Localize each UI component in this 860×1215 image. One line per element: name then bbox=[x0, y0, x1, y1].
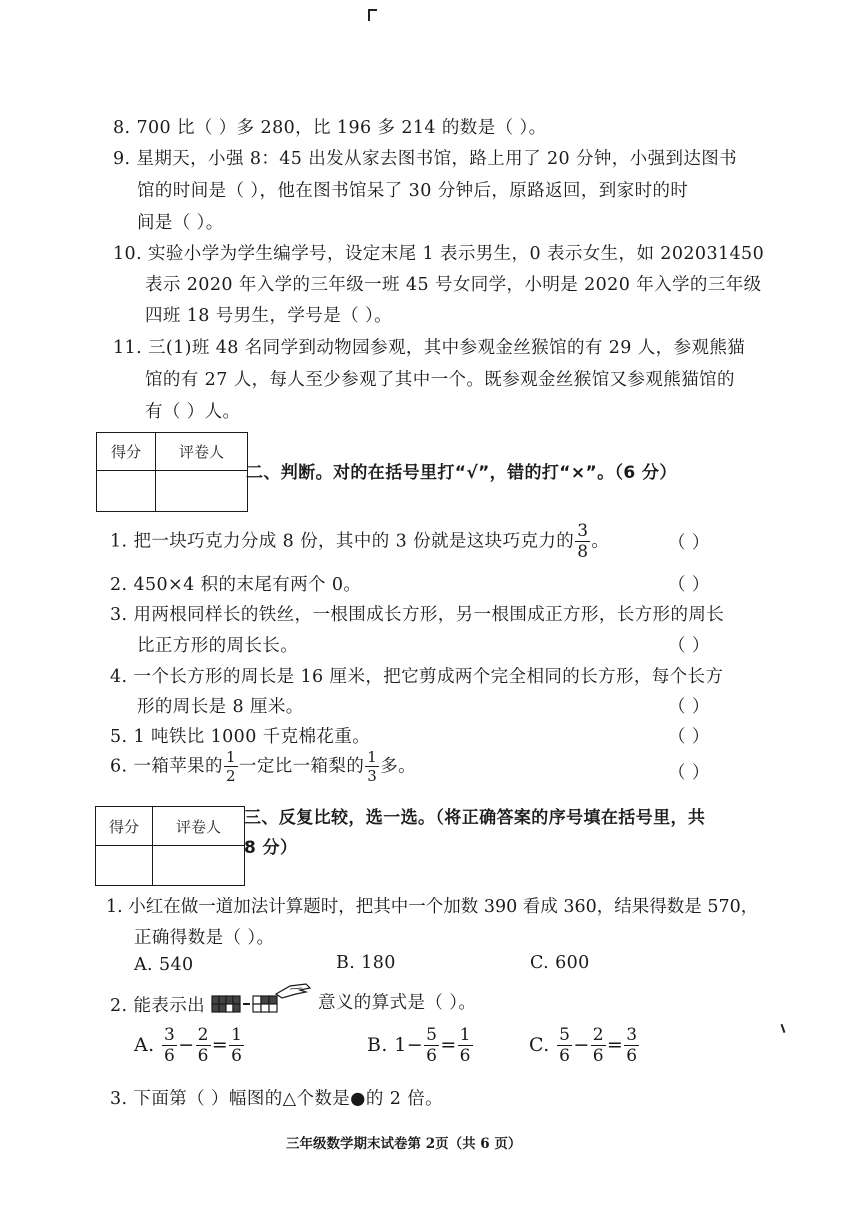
judge-question-5: 5. 1 吨铁比 1000 千克棉花重。 bbox=[110, 727, 371, 747]
fraction-1-3: $\frac{1}{3}$ bbox=[367, 748, 378, 785]
grader-label: 评卷人 bbox=[153, 807, 245, 846]
grader-cell[interactable] bbox=[153, 846, 245, 886]
question-10-line-1: 10. 实验小学为学生编学号，设定末尾 1 表示男生，0 表示女生，如 202031450 bbox=[113, 244, 765, 264]
score-label: 得分 bbox=[97, 433, 156, 471]
judge-question-1 bbox=[110, 523, 609, 561]
frac: $\frac{1}{6}$ bbox=[231, 1025, 243, 1066]
question-11-line-3: 有（ ）人。 bbox=[145, 402, 241, 422]
frac: $\frac{3}{6}$ bbox=[164, 1025, 176, 1066]
question-11-line-1: 11. 三(1)班 48 名同学到动物园参观，其中参观金丝猴馆的有 29 人，参观熊猫 bbox=[113, 338, 746, 358]
judge-question-4-line-1: 4. 一个长方形的周长是 16 厘米，把它剪成两个完全相同的长方形，每个长方 bbox=[110, 667, 724, 687]
frac: $\frac{5}{6}$ bbox=[559, 1025, 571, 1066]
option-b[interactable]: B. 180 bbox=[336, 953, 396, 973]
frac: $\frac{2}{6}$ bbox=[592, 1025, 604, 1066]
crop-mark bbox=[368, 9, 377, 11]
judge-question-4-line-2: 形的周长是 8 厘米。 bbox=[137, 697, 304, 717]
frac: $\frac{2}{6}$ bbox=[197, 1025, 209, 1066]
option-c[interactable]: C. 600 bbox=[530, 953, 590, 973]
question-9-line-3: 间是（ ）。 bbox=[137, 213, 224, 233]
judge-question-2: 2. 450×4 积的末尾有两个 0。 bbox=[110, 575, 362, 595]
question-10-line-2: 表示 2020 年入学的三年级一班 45 号女同学，小明是 2020 年入学的三年级 bbox=[145, 275, 762, 295]
frac: $\frac{5}{6}$ bbox=[426, 1025, 438, 1066]
fraction-1-2: $\frac{1}{2}$ bbox=[225, 748, 236, 785]
judge-question-3-line-2: 比正方形的周长长。 bbox=[137, 636, 299, 656]
choice-question-2-end: 意义的算式是（ ）。 bbox=[318, 993, 477, 1013]
option-c-formula[interactable]: C. $\frac{5}{6}$ − $\frac{2}{6}$ = $\frac{3}{6}$ bbox=[529, 1025, 638, 1066]
judge-q6-text: 6. 一箱苹果的 bbox=[110, 756, 223, 777]
judge-q1-text: 1. 把一块巧克力分成 8 份，其中的 3 份就是这块巧克力的 bbox=[110, 531, 575, 552]
scan-mark bbox=[781, 1024, 785, 1033]
judge-q6-end: 多。 bbox=[380, 756, 416, 777]
question-11-line-2: 馆的有 27 人，每人至少参观了其中一个。既参观金丝猴馆又参观熊猫馆的 bbox=[145, 370, 735, 390]
judge-q6-mid: 一定比一箱梨的 bbox=[238, 756, 365, 777]
question-9-line-1: 9. 星期天，小强 8：45 出发从家去图书馆，路上用了 20 分钟，小强到达图书 bbox=[113, 149, 738, 169]
section-3-title-line-2: 8 分） bbox=[244, 838, 298, 858]
page-footer: 三年级数学期末试卷第 2页（共 6 页） bbox=[286, 1136, 522, 1152]
choice-question-1-line-2: 正确得数是（ ）。 bbox=[134, 928, 275, 948]
question-9-line-2: 馆的时间是（ ），他在图书馆呆了 30 分钟后，原路返回，到家时的时 bbox=[137, 181, 689, 201]
judge-question-6 bbox=[110, 750, 416, 784]
judge-question-3-line-1: 3. 用两根同样长的铁丝，一根围成长方形，另一根围成正方形，长方形的周长 bbox=[110, 605, 725, 625]
section-3-title-line-1: 三、反复比较，选一选。（将正确答案的序号填在括号里，共 bbox=[244, 808, 706, 828]
choice-question-3: 3. 下面第（ ）幅图的△个数是●的 2 倍。 bbox=[110, 1089, 444, 1109]
option-a[interactable]: A. 540 bbox=[134, 955, 194, 975]
question-10-line-3: 四班 18 号男生，学号是（ ）。 bbox=[145, 306, 393, 326]
question-8: 8. 700 比（ ）多 280，比 196 多 214 的数是（ ）。 bbox=[113, 118, 547, 138]
choice-question-2-text: 2. 能表示出 bbox=[110, 996, 206, 1016]
judge-q1-end: 。 bbox=[591, 531, 610, 552]
score-label: 得分 bbox=[96, 807, 153, 846]
answer-paren[interactable]: （ ） bbox=[668, 727, 710, 747]
answer-paren[interactable]: （ ） bbox=[668, 697, 710, 717]
fraction-grid-figure bbox=[210, 980, 314, 1020]
answer-paren[interactable]: （ ） bbox=[668, 636, 710, 656]
answer-paren[interactable]: （ ） bbox=[668, 533, 710, 553]
choice-question-1-line-1: 1. 小红在做一道加法计算题时，把其中一个加数 390 看成 360，结果得数是 570， bbox=[106, 897, 759, 917]
option-a-formula[interactable]: A. $\frac{3}{6}$ − $\frac{2}{6}$ = $\frac{1}{6}$ bbox=[134, 1025, 243, 1066]
frac: $\frac{3}{6}$ bbox=[626, 1025, 638, 1066]
frac: $\frac{1}{6}$ bbox=[459, 1025, 471, 1066]
option-b-formula[interactable]: B. 1− $\frac{5}{6}$ = $\frac{1}{6}$ bbox=[367, 1025, 471, 1066]
score-box bbox=[96, 432, 248, 512]
score-box bbox=[95, 806, 245, 886]
fraction-3-8: $\frac{3}{8}$ bbox=[577, 521, 589, 562]
score-cell[interactable] bbox=[96, 846, 153, 886]
section-2-title: 二、判断。对的在括号里打“√”，错的打“×”。（6 分） bbox=[246, 463, 677, 483]
answer-paren[interactable]: （ ） bbox=[668, 763, 710, 783]
grader-cell[interactable] bbox=[156, 471, 248, 512]
answer-paren[interactable]: （ ） bbox=[668, 575, 710, 595]
score-cell[interactable] bbox=[97, 471, 156, 512]
grader-label: 评卷人 bbox=[156, 433, 248, 471]
